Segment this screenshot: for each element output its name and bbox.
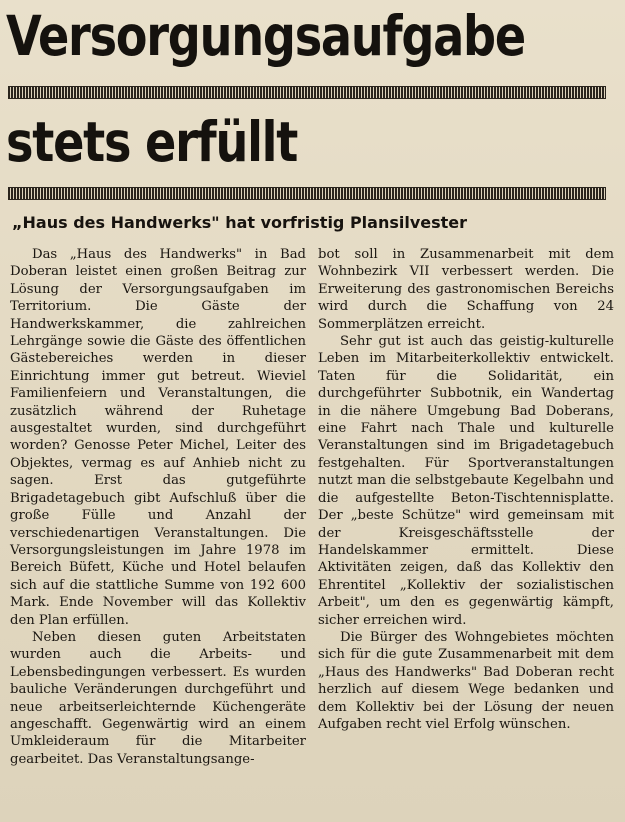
article-paragraph: Das „Haus des Handwerks" in Bad Doberan leistet einen großen Beitrag zur Lösung der Versorgungsaufgaben im Territorium. Die Gäste der Handwerkskammer, die zahlreichen Lehrgänge sowie die Gäste des öffentlichen Gästebereiches werden in dieser Einrichtung immer gut betreut. Wieviel Familienfeiern und Veranstaltungen, die zusätzlich während der Ruhetage ausgestaltet wurden, sind durchgeführt worden? Genosse Peter Michel, Leiter des Objektes, vermag es auf Anhieb nicht zu sagen. Erst das gutgeführte Brigadetagebuch gibt Aufschluß über die große Fülle und Anzahl der verschiedenartigen Veranstaltungen. Die Versorgungsleistungen im Jahre 1978 im Bereich Büfett, Küche und Hotel belaufen sich auf die stattliche Summe von 192 600 Mark. Ende November will das Kollektiv den Plan erfüllen. xyxy=(10,247,306,628)
article-paragraph-continued: bot soll in Zusammenarbeit mit dem Wohnbezirk VII verbessert werden. Die Erweiterung des gastronomischen Bereichs wird durch die Schaffung von 24 Sommerplätzen erreicht. xyxy=(318,247,614,332)
headline-rule-bottom xyxy=(8,187,606,200)
article-paragraph: Sehr gut ist auch das geistig-kulturelle Leben im Mitarbeiterkollektiv entwickelt. Taten für die Solidarität, ein durchgeführter Subbotnik, ein Wandertag in die nähere Umgebung Bad Doberans, eine Fahrt nach Thale und kulturelle Veranstaltungen sind im Brigadetagebuch festgehalten. Für Sportveranstaltungen nutzt man die selbstgebaute Kegelbahn und die aufgestellte Beton-Tischtennisplatte. Der „beste Schütze" wird gemeinsam mit der Kreisgeschäftsstelle der Handelskammer ermittelt. Diese Aktivitäten zeigen, daß das Kollektiv den Ehrentitel „Kollektiv der sozialistischen Arbeit", um den es gegenwärtig kämpft, sicher erreichen wird. xyxy=(318,334,614,628)
headline-line-2: stets erfüllt xyxy=(6,110,298,174)
article-paragraph: Die Bürger des Wohngebietes möchten sich für die gute Zusammenarbeit mit dem „Haus des Handwerks" Bad Doberan recht herzlich auf diesem Wege bedanken und dem Kollektiv bei der Lösung der neuen Aufgaben recht viel Erfolg wünschen. xyxy=(318,629,614,732)
article-paragraph: Neben diesen guten Arbeitstaten wurden auch die Arbeits- und Lebensbedingungen verbessert. Es wurden bauliche Veränderungen durchgeführt und neue arbeitserleichternde Küchengeräte angeschafft. Gegenwärtig wird an einem Umkleideraum für die Mitarbeiter gearbeitet. Das Veranstaltungsange- xyxy=(10,629,306,767)
subheadline: „Haus des Handwerks" hat vorfristig Plansilvester xyxy=(12,213,468,232)
article-column-right xyxy=(318,246,614,733)
headline-rule-top xyxy=(8,86,606,99)
article-column-left xyxy=(10,246,306,768)
headline-line-1: Versorgungsaufgabe xyxy=(6,4,525,68)
